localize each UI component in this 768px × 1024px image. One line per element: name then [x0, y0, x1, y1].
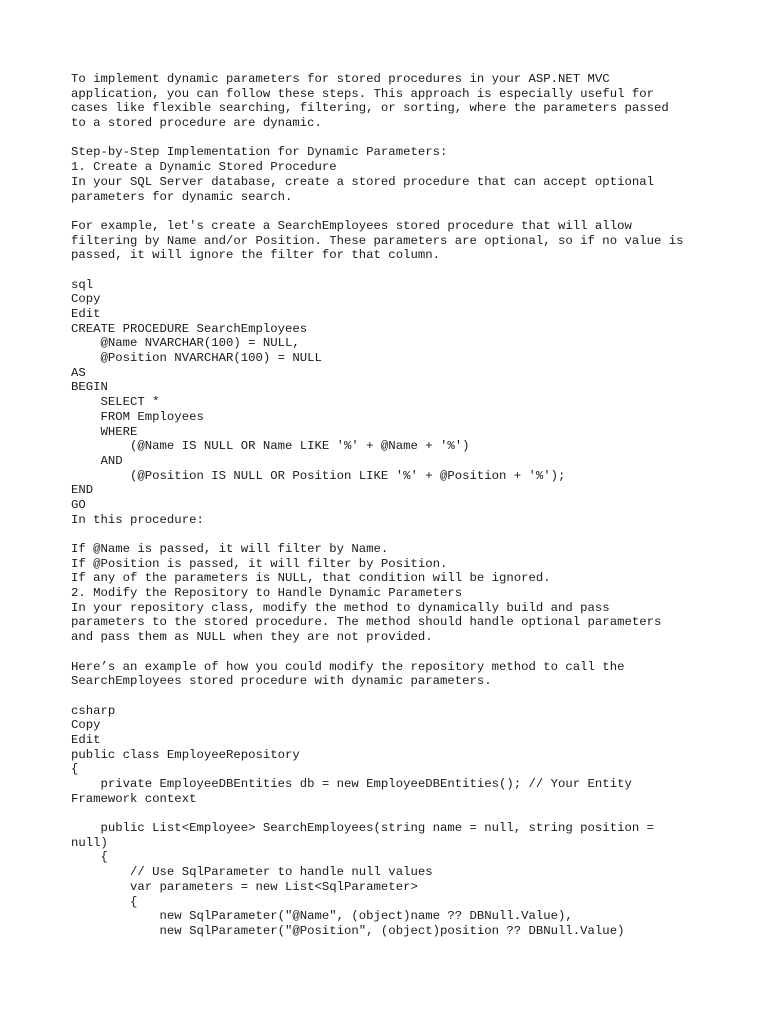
- text-line: AS: [71, 365, 86, 380]
- text-line: [71, 689, 731, 704]
- text-line: [71, 806, 731, 821]
- text-line: GO: [71, 497, 86, 512]
- text-line: [71, 263, 731, 278]
- text-line: Copy: [71, 292, 101, 307]
- text-line: new SqlParameter("@Position", (object)position ?? DBNull.Value): [71, 923, 625, 938]
- text-line: If @Name is passed, it will filter by Name.: [71, 542, 389, 556]
- text-line: (@Position IS NULL OR Position LIKE '%' + @Position + '%');: [71, 468, 566, 483]
- text-line: var parameters = new List<SqlParameter>: [71, 879, 418, 894]
- text-line: For example, let's create a SearchEmployees stored procedure that will allow: [71, 218, 632, 233]
- text-line: END: [71, 483, 94, 498]
- text-line: In your repository class, modify the method to dynamically build and pass: [71, 600, 610, 615]
- text-line: 2. Modify the Repository to Handle Dynamic Parameters: [71, 586, 463, 601]
- text-line: private EmployeeDBEntities db = new EmployeeDBEntities(); // Your Entity: [71, 777, 632, 791]
- text-line: sql: [71, 277, 94, 292]
- text-line: FROM Employees: [71, 409, 204, 424]
- text-line: Edit: [71, 307, 101, 321]
- text-line: In your SQL Server database, create a stored procedure that can accept optional: [71, 174, 654, 189]
- text-line: passed, it will ignore the filter for that column.: [71, 248, 440, 263]
- text-line: BEGIN: [71, 380, 108, 395]
- text-line: [71, 645, 731, 660]
- text-line: WHERE: [71, 424, 138, 439]
- text-line: SearchEmployees stored procedure with dynamic parameters.: [71, 674, 492, 689]
- text-line: and pass them as NULL when they are not provided.: [71, 630, 433, 645]
- text-line: {: [71, 762, 79, 777]
- text-line: 1. Create a Dynamic Stored Procedure: [71, 160, 337, 175]
- text-line: parameters to the stored procedure. The method should handle optional parameters: [71, 615, 662, 630]
- text-line: Edit: [71, 732, 101, 747]
- text-line: cases like flexible searching, filtering, or sorting, where the parameters passed: [71, 101, 669, 116]
- text-line: new SqlParameter("@Name", (object)name ?? DBNull.Value),: [71, 909, 573, 924]
- text-line: {: [71, 850, 108, 865]
- text-line: Copy: [71, 718, 101, 733]
- text-line: {: [71, 894, 138, 909]
- text-line: [71, 131, 731, 146]
- text-line: public class EmployeeRepository: [71, 747, 300, 762]
- text-line: [71, 527, 731, 542]
- document-body: [71, 72, 731, 939]
- text-line: Here’s an example of how you could modify the repository method to call the: [71, 659, 625, 674]
- text-line: If @Position is passed, it will filter by Position.: [71, 556, 448, 571]
- text-line: SELECT *: [71, 395, 160, 410]
- text-line: Step-by-Step Implementation for Dynamic Parameters:: [71, 145, 448, 160]
- text-line: csharp: [71, 703, 116, 718]
- text-line: application, you can follow these steps. This approach is especially useful for: [71, 86, 654, 101]
- text-line: // Use SqlParameter to handle null values: [71, 865, 433, 880]
- text-line: @Position NVARCHAR(100) = NULL: [71, 351, 322, 366]
- text-line: public List<Employee> SearchEmployees(string name = null, string position =: [71, 821, 654, 836]
- text-line: If any of the parameters is NULL, that condition will be ignored.: [71, 571, 551, 586]
- text-line: Framework context: [71, 791, 197, 806]
- text-line: (@Name IS NULL OR Name LIKE '%' + @Name + '%'): [71, 439, 470, 454]
- text-line: In this procedure:: [71, 512, 204, 527]
- text-line: To implement dynamic parameters for stored procedures in your ASP.NET MVC: [71, 72, 610, 86]
- text-line: AND: [71, 453, 123, 468]
- text-line: CREATE PROCEDURE SearchEmployees: [71, 321, 308, 336]
- text-line: null): [71, 835, 108, 850]
- text-line: [71, 204, 731, 219]
- text-line: filtering by Name and/or Position. These parameters are optional, so if no value is: [71, 233, 684, 248]
- text-line: @Name NVARCHAR(100) = NULL,: [71, 336, 300, 351]
- text-line: to a stored procedure are dynamic.: [71, 116, 322, 131]
- text-line: parameters for dynamic search.: [71, 189, 293, 204]
